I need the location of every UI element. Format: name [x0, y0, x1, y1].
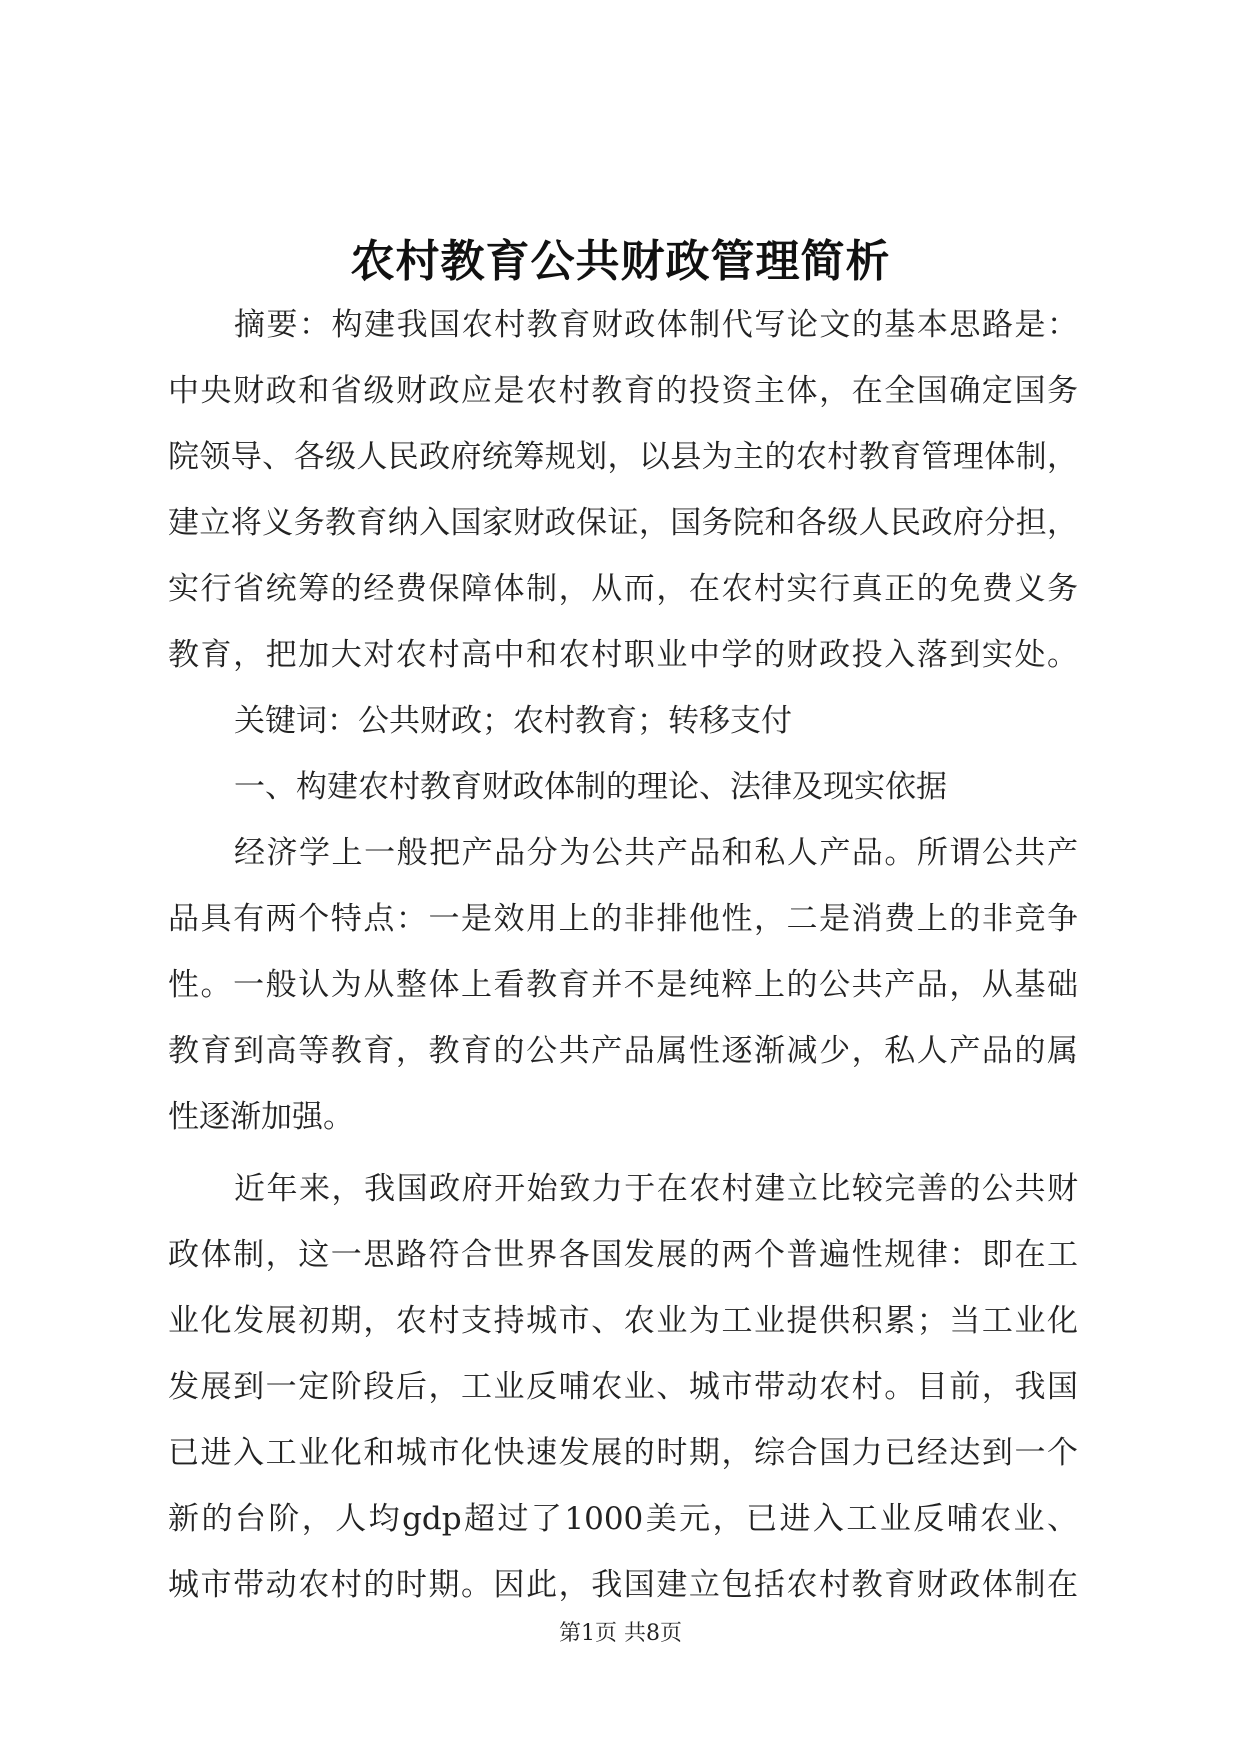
- abstract-line: 院领导、各级人民政府统筹规划，以县为主的农村教育管理体制，: [168, 439, 1078, 475]
- section-heading: 一、构建农村教育财政体制的理论、法律及现实依据: [234, 769, 947, 805]
- paragraph-line: 品具有两个特点：一是效用上的非排他性，二是消费上的非竞争: [168, 901, 1078, 937]
- abstract-line: 教育，把加大对农村高中和农村职业中学的财政投入落到实处。: [168, 637, 1078, 673]
- keywords-line: 关键词：公共财政；农村教育；转移支付: [234, 703, 792, 739]
- abstract-line: 摘要：构建我国农村教育财政体制代写论文的基本思路是：: [234, 307, 1078, 343]
- paragraph-line: 发展到一定阶段后，工业反哺农业、城市带动农村。目前，我国: [168, 1369, 1078, 1405]
- page-number-footer: 第1页 共8页: [559, 1621, 682, 1646]
- paragraph-line: 已进入工业化和城市化快速发展的时期，综合国力已经达到一个: [168, 1435, 1078, 1471]
- paragraph-line: 新的台阶，人均gdp超过了1000美元，已进入工业反哺农业、: [168, 1501, 1078, 1537]
- abstract-line: 实行省统筹的经费保障体制，从而，在农村实行真正的免费义务: [168, 571, 1078, 607]
- abstract-line: 建立将义务教育纳入国家财政保证，国务院和各级人民政府分担，: [168, 505, 1078, 541]
- paragraph-line: 性逐渐加强。: [168, 1099, 354, 1135]
- paragraph-line: 近年来，我国政府开始致力于在农村建立比较完善的公共财: [234, 1171, 1078, 1207]
- document-body: [168, 292, 1078, 1618]
- paragraph-line: 政体制，这一思路符合世界各国发展的两个普遍性规律：即在工: [168, 1237, 1078, 1273]
- abstract-line: 中央财政和省级财政应是农村教育的投资主体，在全国确定国务: [168, 373, 1078, 409]
- paragraph-line: 教育到高等教育，教育的公共产品属性逐渐减少，私人产品的属: [168, 1033, 1078, 1069]
- paragraph-line: 业化发展初期，农村支持城市、农业为工业提供积累；当工业化: [168, 1303, 1078, 1339]
- paragraph-line: 性。一般认为从整体上看教育并不是纯粹上的公共产品，从基础: [168, 967, 1078, 1003]
- page-title: 农村教育公共财政管理简析: [350, 236, 891, 287]
- paragraph-line: 城市带动农村的时期。因此，我国建立包括农村教育财政体制在: [168, 1567, 1078, 1603]
- paragraph-line: 经济学上一般把产品分为公共产品和私人产品。所谓公共产: [234, 835, 1078, 871]
